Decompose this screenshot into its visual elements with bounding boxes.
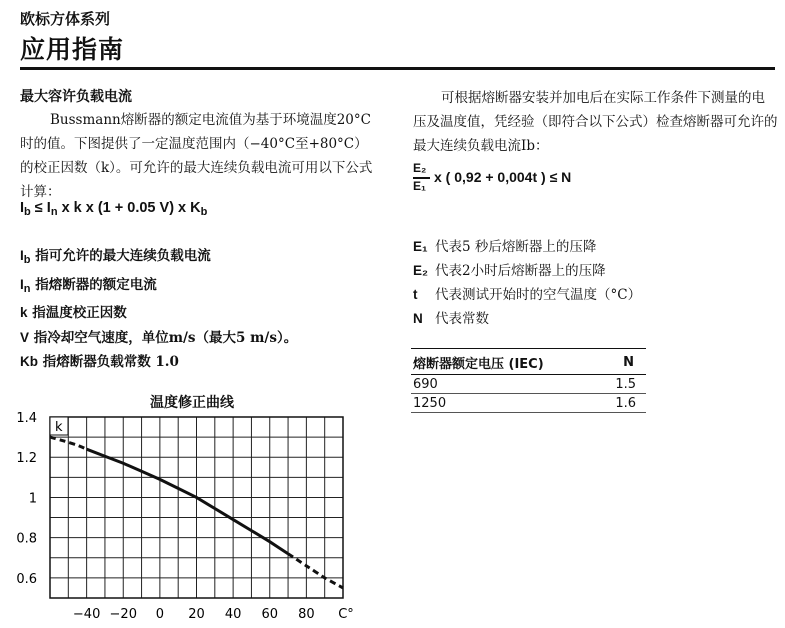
curve-extrapolated-high xyxy=(288,554,343,588)
formula-rest: ≤ I xyxy=(30,200,51,216)
x-tick-label: −20 xyxy=(109,607,137,622)
table-row xyxy=(411,394,646,413)
series-label: 欧标方体系列 xyxy=(20,10,111,28)
variable-item: t 代表测试开始时的空气温度（°C） xyxy=(413,287,642,303)
definitions-list xyxy=(20,244,297,375)
section-heading: 最大容许负载电流 xyxy=(20,89,132,105)
y-tick-label: 1.2 xyxy=(16,451,37,467)
chart-grid xyxy=(50,417,343,598)
definition-item: Kb 指熔断器负载常数 1.0 xyxy=(20,354,179,370)
table-header-row xyxy=(411,349,646,375)
x-tick-label: 0 xyxy=(155,607,165,622)
formula-denominator: E₁ xyxy=(413,179,426,193)
variable-item: N 代表常数 xyxy=(413,311,489,327)
definition-item: $I_b$ 指可允许的最大连续负载电流 xyxy=(20,248,211,266)
y-tick-label: 0.8 xyxy=(16,531,37,547)
formula-rest: x ( 0,92 + 0,004t ) ≤ N xyxy=(434,169,572,185)
table-cell: 1.5 xyxy=(600,375,646,394)
formula-ib-sub: b xyxy=(24,206,31,218)
y-axis-label: k xyxy=(55,420,63,435)
right-text: 可根据熔断器安装并加电后在实际工作条件下测量的电压及温度值，凭经验（即符合以下公式）检查熔断器可允许的最大连续负载电流Ib： xyxy=(413,90,778,154)
y-tick-label: 1 xyxy=(28,491,37,507)
variable-item: E₂ 代表2小时后熔断器上的压降 xyxy=(413,263,606,279)
page-title: 应用指南 xyxy=(20,35,125,64)
intro-paragraph xyxy=(20,108,380,204)
x-tick-label: −40 xyxy=(72,607,101,622)
x-tick-label: 20 xyxy=(188,607,205,622)
formula-kb-sub: b xyxy=(200,206,208,218)
chart-labels xyxy=(16,411,353,622)
definition-item: V 指冷却空气速度，单位m/s（最大5 m/s）。 xyxy=(20,329,298,346)
table-cell: 1.6 xyxy=(600,394,646,413)
formula-middle: x k x (1 + 0.05 V) x K xyxy=(57,200,201,216)
x-tick-label: 40 xyxy=(224,607,242,622)
voltage-constant-table xyxy=(411,348,646,413)
title-divider xyxy=(20,67,775,70)
definition-item: $I_n$ 指熔断器的额定电流 xyxy=(20,276,157,295)
table-cell: 1250 xyxy=(411,394,600,413)
definition-item: k 指温度校正因数 xyxy=(20,305,127,321)
table-cell: 690 xyxy=(411,375,600,394)
variables-list xyxy=(413,235,641,331)
right-paragraph xyxy=(413,86,778,158)
table-header: N xyxy=(600,349,646,375)
y-tick-label: 0.6 xyxy=(16,571,37,587)
variable-item: E₁ 代表5 秒后熔断器上的压降 xyxy=(413,239,597,255)
formula-ib: I xyxy=(20,200,25,216)
intro-text: Bussmann熔断器的额定电流值为基于环境温度20°C时的值。下图提供了一定温度范围内（−40°C至+80°C）的校正因数（k）。可允许的最大连续负载电流可用以下公式计算： xyxy=(20,112,373,200)
formula-numerator: E₂ xyxy=(413,161,427,175)
formula-in-sub: n xyxy=(50,206,58,218)
x-tick-label: 80 xyxy=(298,607,315,622)
x-axis-unit-label: C° xyxy=(338,607,354,622)
chart-title: 温度修正曲线 xyxy=(150,395,234,411)
table-row xyxy=(411,375,646,394)
x-tick-label: 60 xyxy=(261,607,279,622)
y-tick-label: 1.4 xyxy=(16,411,37,426)
temperature-correction-chart xyxy=(0,405,390,628)
table-header: 熔断器额定电压 (IEC) xyxy=(411,349,600,375)
load-current-formula xyxy=(20,200,207,218)
